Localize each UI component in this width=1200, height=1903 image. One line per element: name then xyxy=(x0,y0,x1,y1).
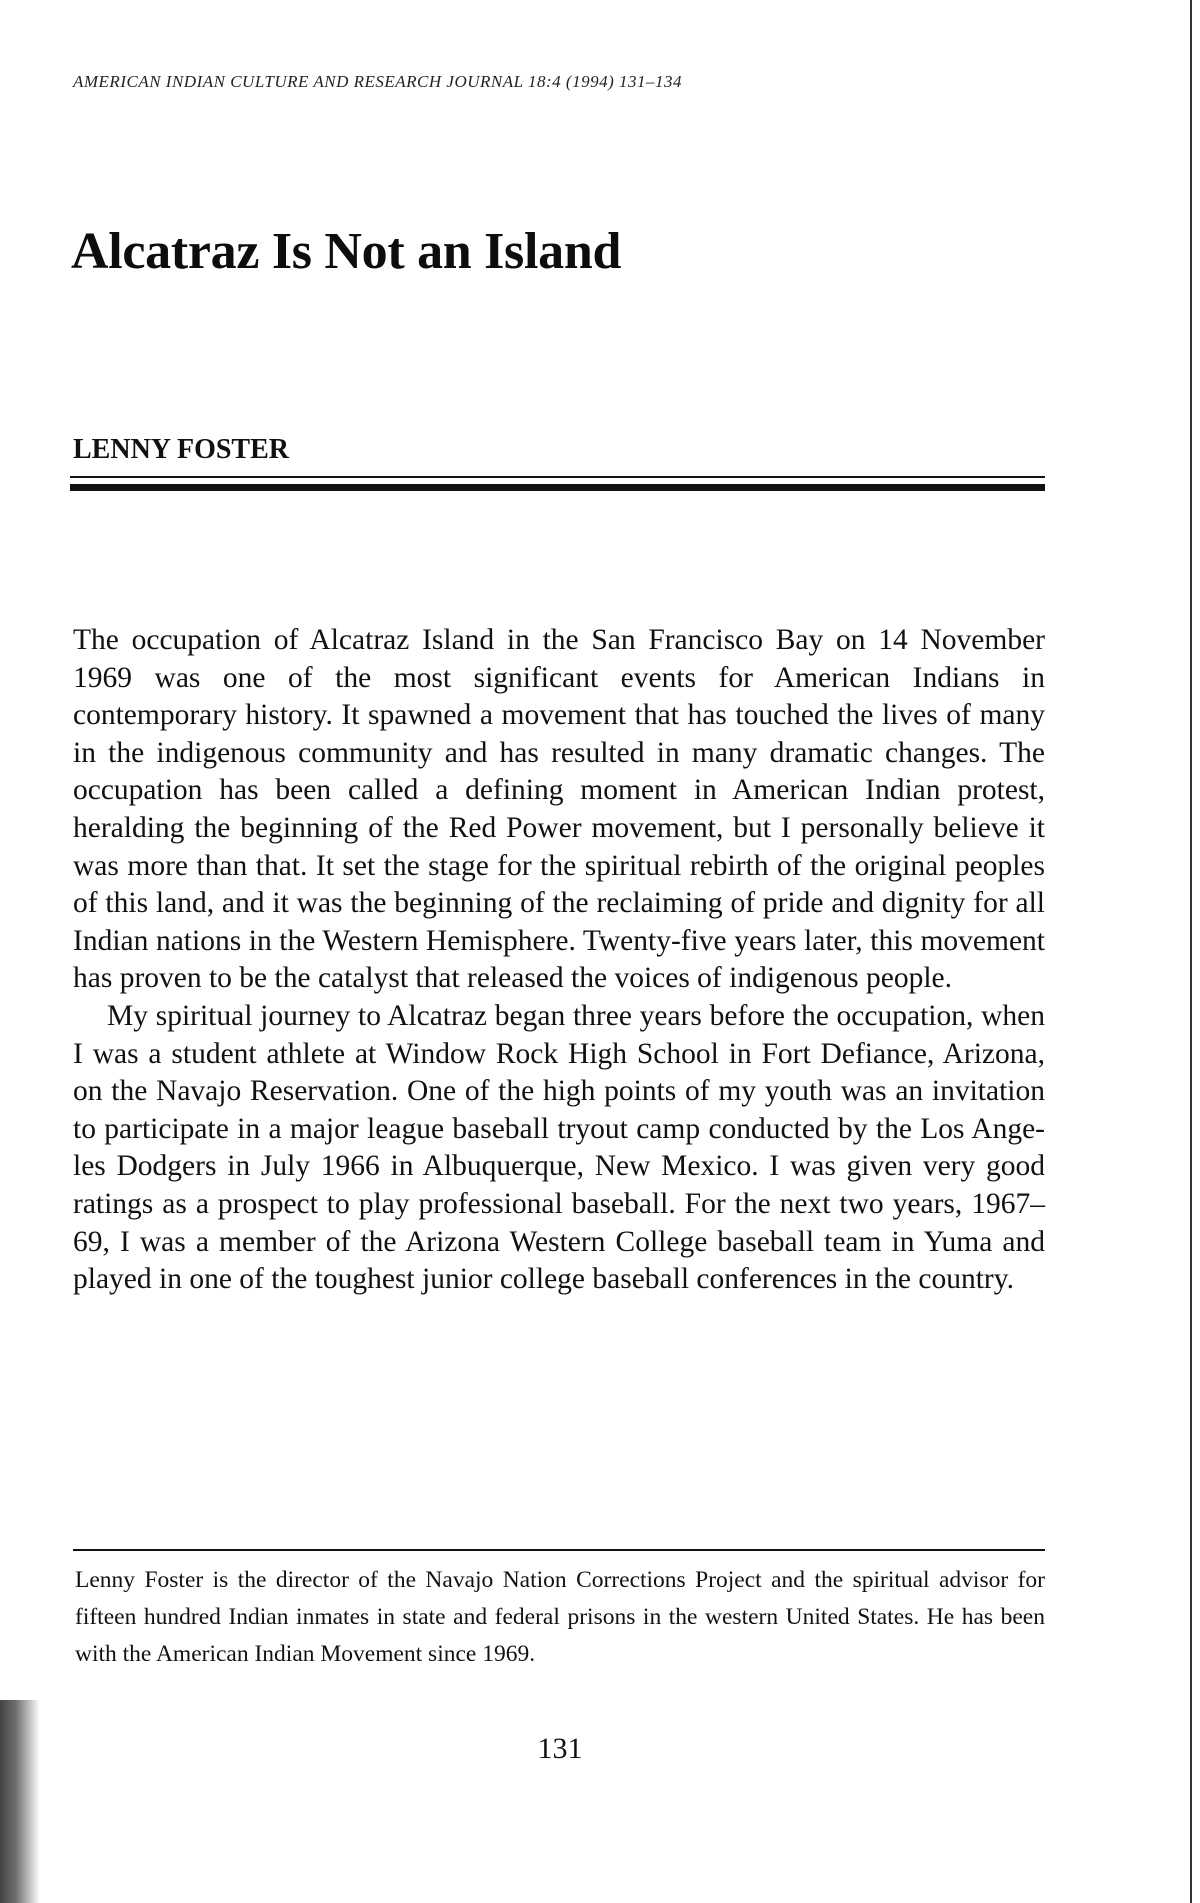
body-paragraph-2: My spiritual journey to Alcatraz began three years before the occupation, when I was a student athlete at Window Rock High School in Fort Defiance, Arizona, on the Navajo Reservation. One of the high points of my youth was an invitation to participate in a major league baseball tryout camp conducted by the Los Angeles Dodgers in July 1966 in Albuquerque, New Mexico. I was given very good ratings as a prospect to play professional baseball. For the next two years, 1967–69, I was a member of the Arizona Western College baseball team in Yuma and played in one of the toughest junior college baseball conferences in the country. xyxy=(73,999,1045,1296)
title-rule-thin xyxy=(70,476,1045,478)
author-name: LENNY FOSTER xyxy=(73,434,290,465)
scan-edge-right xyxy=(1190,0,1192,1903)
body-paragraph-1: The occupation of Alcatraz Island in the San Francisco Bay on 14 November 1969 was one of the most significant events for American Indians in contemporary history. It spawned a movement that has touched the lives of many in the indigenous community and has resulted in many dramatic changes. The occupation has been called a defining moment in American Indian protest, heralding the beginning of the Red Power movement, but I personally believe it was more than that. It set the stage for the spiritual rebirth of the original peoples of this land, and it was the beginning of the reclaiming of pride and dignity for all Indian nations in the Western Hemisphere. Twenty-five years later, this movement has proven to be the catalyst that released the voices of indigenous people. xyxy=(73,624,1045,995)
author-footnote: Lenny Foster is the director of the Navajo Nation Corrections Project and the spiritual advisor for fifteen hundred Indian inmates in state and federal prisons in the western United States. He has been with the American Indian Movement since 1969. xyxy=(75,1567,1045,1667)
footnote-rule xyxy=(73,1549,1045,1551)
page-number: 131 xyxy=(537,1732,583,1765)
title-rule-thick xyxy=(70,484,1045,491)
article-body xyxy=(73,622,1045,1299)
journal-running-header: AMERICAN INDIAN CULTURE AND RESEARCH JOURNAL 18:4 (1994) 131–134 xyxy=(73,72,682,91)
scan-edge-left xyxy=(0,1700,40,1903)
article-title: Alcatraz Is Not an Island xyxy=(71,223,622,280)
